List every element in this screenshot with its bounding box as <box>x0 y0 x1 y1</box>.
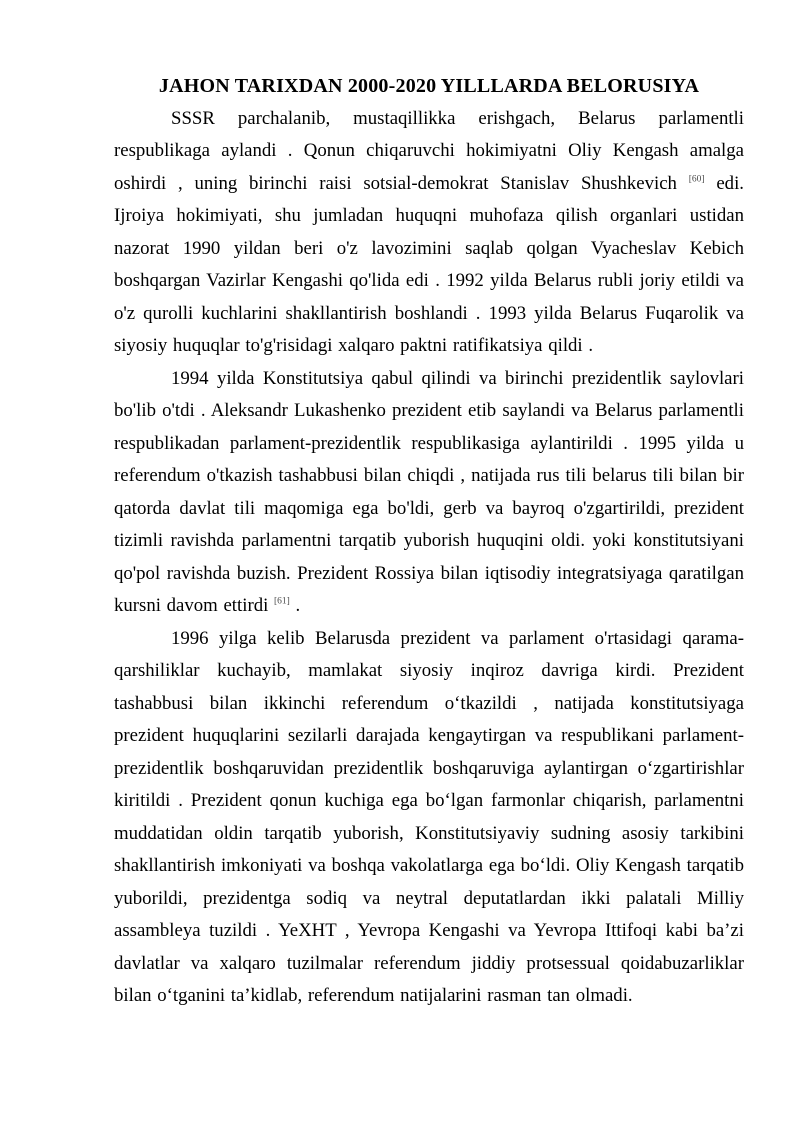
paragraph-text: . <box>289 595 301 616</box>
paragraph <box>114 363 744 623</box>
paragraph-text: 1994 yilda Konstitutsiya qabul qilindi va birinchi prezidentlik saylovlari bo'lib o'tdi . Aleksandr Lukashenko prezident etib saylandi va Belarus parlamentli respublikadan parlament-prezidentlik respublikasiga aylantirildi . 1995 yilda u referendum o'tkazish tashabbusi bilan chiqdi , natijada rus tili belarus tili bilan bir qatorda davlat tili maqomiga ega bo'ldi, gerb va bayroq o'zgartirildi, prezident tizimli ravishda parlamentni tarqatib yuborish huquqini oldi. yoki konstitutsiyani qo'pol ravishda buzish. Prezident Rossiya bilan iqtisodiy integratsiyaga qaratilgan kursni davom ettirdi <box>114 367 744 616</box>
paragraph-text: edi. Ijroiya hokimiyati, shu jumladan huquqni muhofaza qilish organlari ustidan nazorat 1990 yildan beri o'z lavozimini saqlab qolgan Vyacheslav Kebich boshqargan Vazirlar Kengashi qo'lida edi . 1992 yilda Belarus rubli joriy etildi va o'z qurolli kuchlarini shakllantirish boshlandi . 1993 yilda Belarus Fuqarolik va siyosiy huquqlar to'g'risidagi xalqaro paktni ratifikatsiya qildi . <box>114 172 744 356</box>
document-title: JAHON TARIXDAN 2000-2020 YILLLARDA BELORUSIYA <box>158 75 700 97</box>
paragraph <box>114 623 744 1013</box>
paragraph-text: SSSR parchalanib, mustaqillikka erishgach, Belarus parlamentli respublikaga aylandi . Qonun chiqaruvchi hokimiyatni Oliy Kengash amalga oshirdi , uning birinchi raisi sotsial-demokrat Stanislav Shushkevich <box>114 107 744 194</box>
paragraph-text: 1996 yilga kelib Belarusda prezident va parlament o'rtasidagi qarama-qarshiliklar kuchayib, mamlakat siyosiy inqiroz davriga kirdi. Prezident tashabbusi bilan ikkinchi referendum oʻtkazildi , natijada konstitutsiyaga prezident huquqlarini sezilarli darajada kengaytirgan va respublikani parlament-prezidentlik boshqaruvidan prezidentlik boshqaruviga aylantirgan oʻzgartirishlar kiritildi . Prezident qonun kuchiga ega boʻlgan farmonlar chiqarish, parlamentni muddatidan oldin tarqatib yuborish, Konstitutsiyaviy sudning asosiy tarkibini shakllantirish imkoniyati va boshqa vakolatlarga ega boʻldi. Oliy Kengash tarqatib yuborildi, prezidentga sodiq va neytral deputatlardan ikki palatali Milliy assambleya tuzildi . YeXHT , Yevropa Kengashi va Yevropa Ittifoqi kabi baʼzi davlatlar va xalqaro tuzilmalar referendum jiddiy protsessual qoidabuzarliklar bilan oʻtganini taʼkidlab, referendum natijalarini rasman tan olmadi. <box>114 627 744 1006</box>
footnote-ref-60: [60] <box>688 174 705 185</box>
footnote-ref-61: [61] <box>274 596 290 607</box>
paragraph <box>114 103 744 363</box>
